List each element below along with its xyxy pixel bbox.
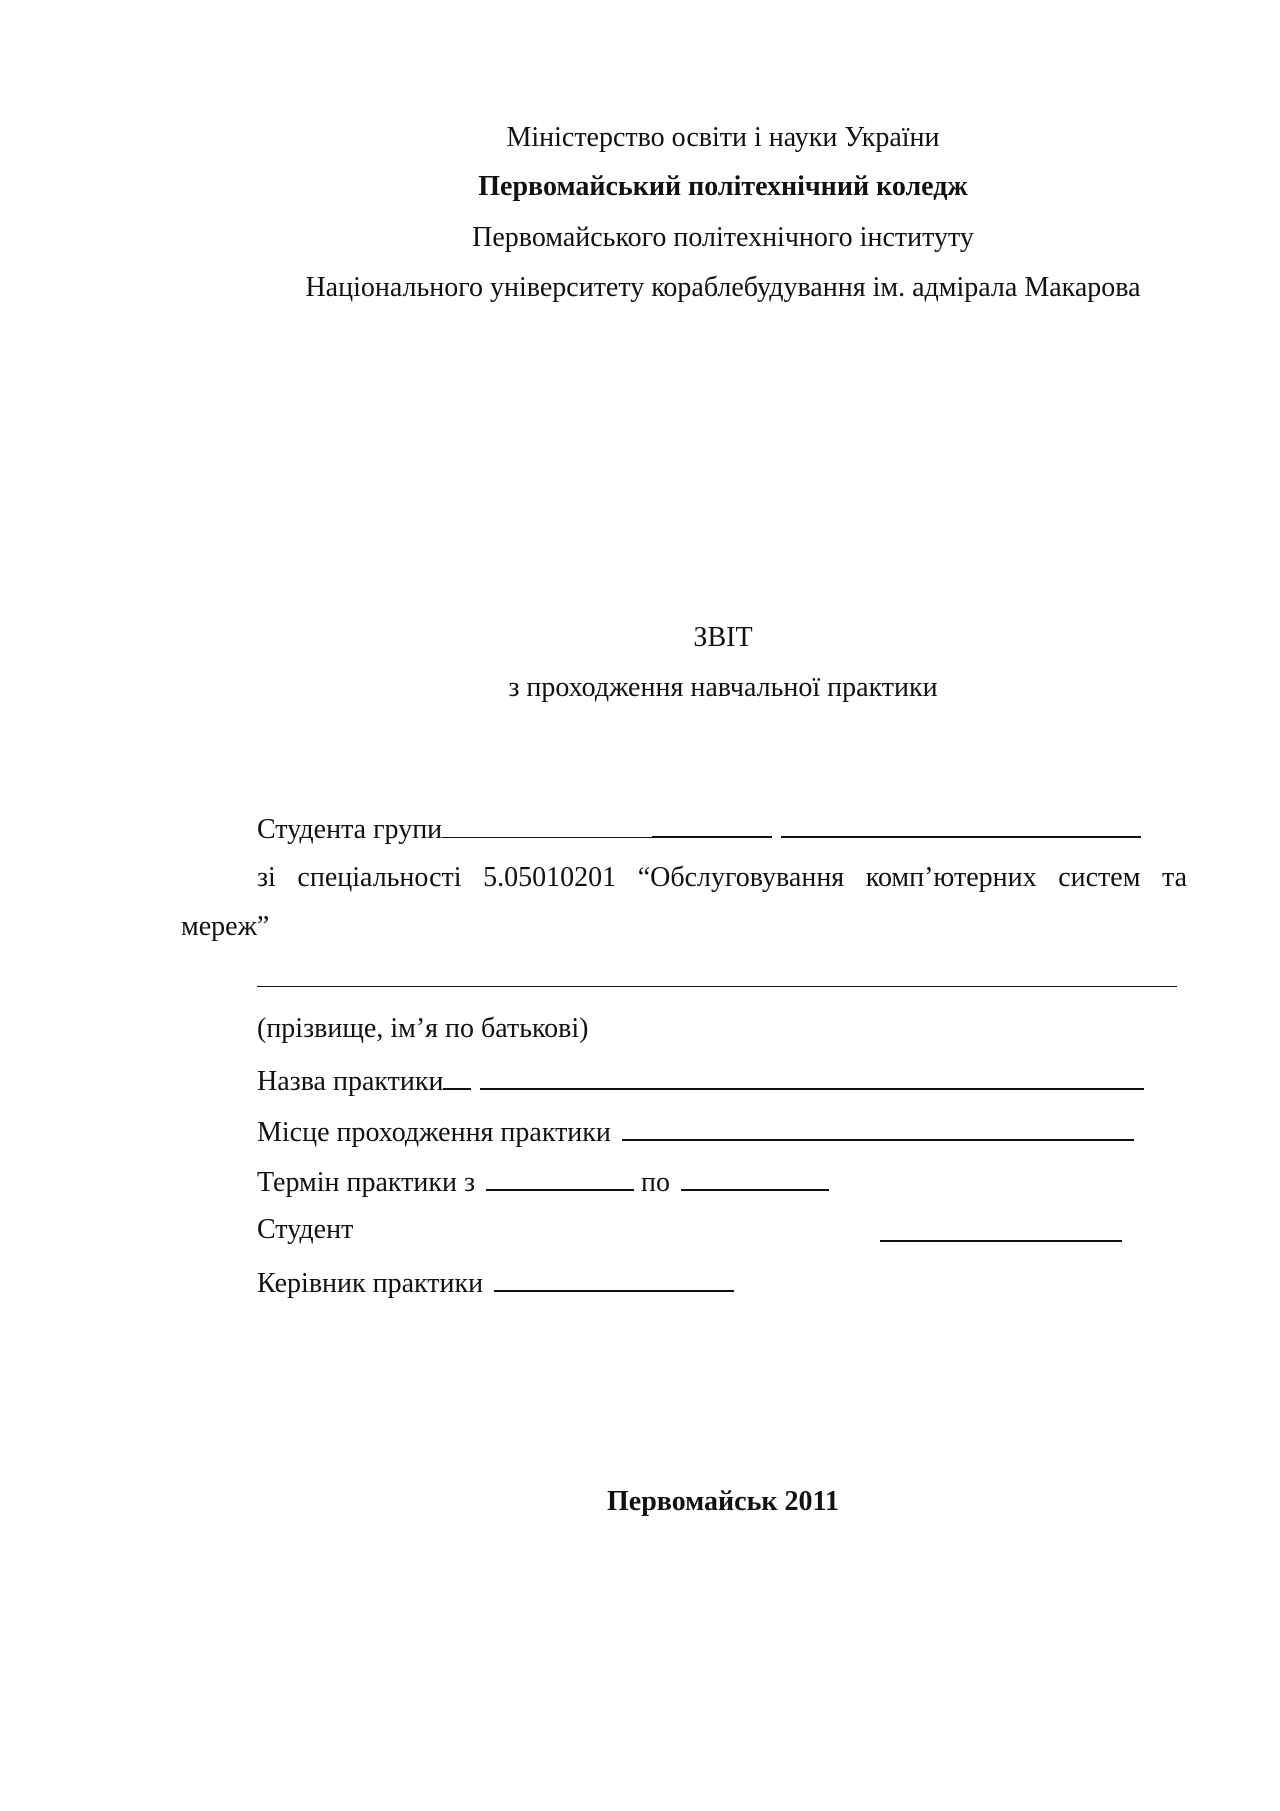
report-title: ЗВІТ [693,622,753,653]
supervisor-row [257,1264,734,1301]
group-label: Студента групи [257,814,443,845]
student-signature-blank [880,1240,1122,1242]
group-blank-3 [781,810,1141,838]
report-subtitle: з проходження навчальної практики [508,672,938,703]
term-row [257,1163,829,1200]
place-row [257,1113,1134,1150]
term-from-blank [486,1163,634,1191]
practice-name-label: Назва практики [257,1066,444,1097]
group-blank-1 [442,811,652,838]
practice-name-blank-1 [443,1062,471,1090]
name-hint: (прізвище, ім’я по батькові) [257,1013,589,1044]
place-label: Місце проходження практики [257,1117,611,1148]
student-label: Студент [257,1214,354,1245]
city-year: Первомайськ 2011 [606,1486,839,1517]
supervisor-blank [494,1264,734,1292]
group-row [257,810,1141,847]
college-heading: Первомайський політехнічний коледж [478,171,968,202]
supervisor-label: Керівник практики [257,1268,484,1299]
group-blank-2 [652,810,772,838]
specialty-line: зі спеціальності 5.05010201 “Обслуговування комп’ютерних систем та [257,862,1187,893]
place-blank [622,1113,1134,1141]
ministry-heading: Міністерство освіти і науки України [506,122,940,153]
practice-name-blank-2 [480,1062,1144,1090]
university-heading: Національного університету кораблебудування ім. адмірала Макарова [305,272,1141,303]
specialty-line-end: мереж” [181,911,270,942]
term-to-blank [681,1163,829,1191]
institute-heading: Первомайського політехнічного інституту [472,222,974,253]
term-label: Термін практики з [257,1167,476,1198]
practice-name-row [257,1062,1144,1099]
term-to-label: по [641,1167,671,1198]
name-rule [257,986,1177,987]
